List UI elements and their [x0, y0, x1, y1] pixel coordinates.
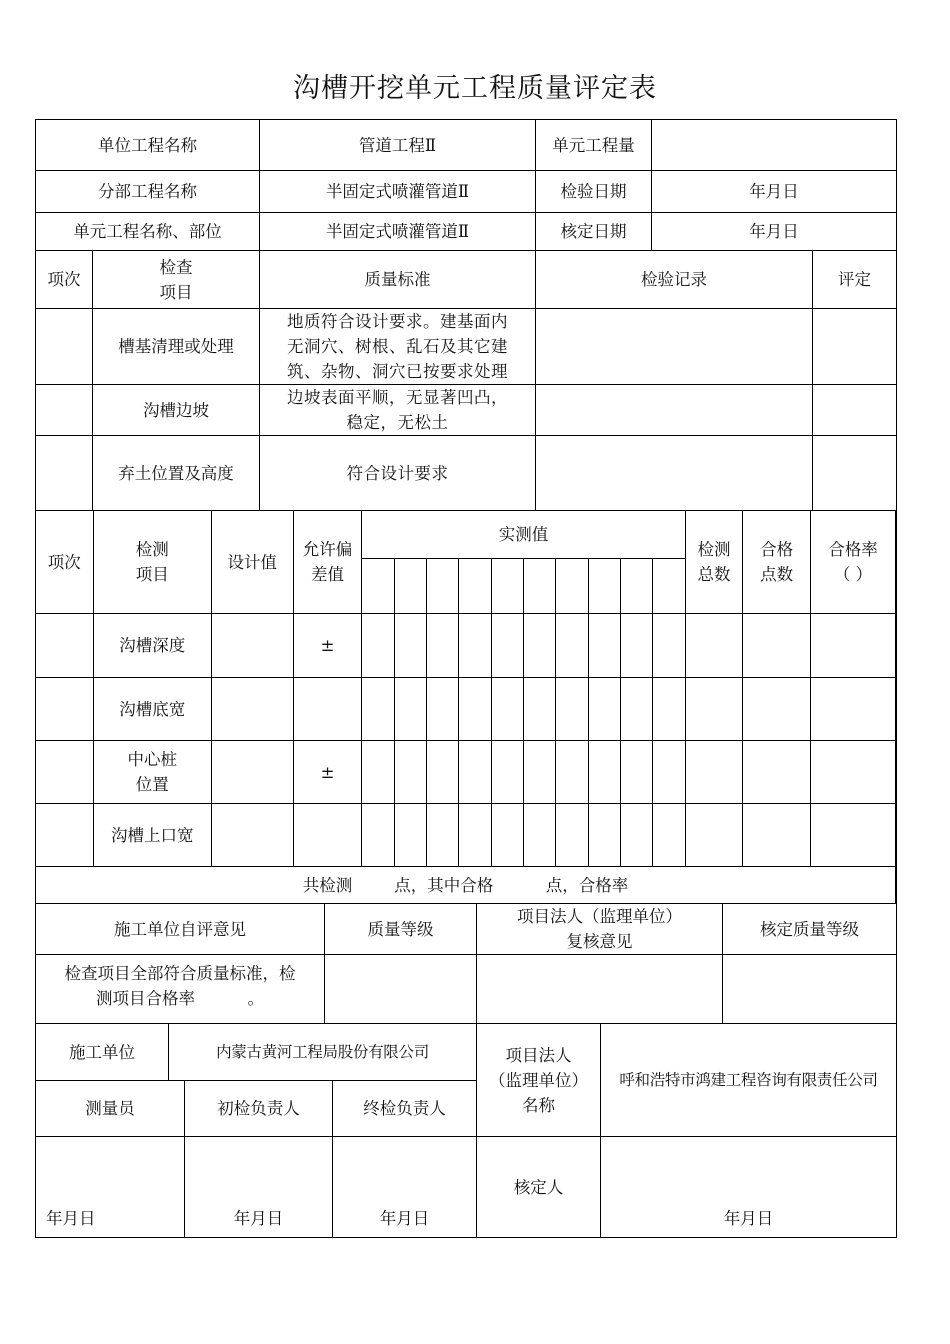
measure-col-item: 检测 项目: [93, 511, 211, 614]
check-item-standard: 地质符合设计要求。建基面内 无洞穴、树根、乱石及其它建 筑、杂物、洞穴已按要求处理: [260, 309, 536, 385]
measure-design-cell: [211, 614, 293, 678]
measured-subcell: [620, 559, 652, 614]
measure-item-name: 沟槽上口宽: [93, 804, 211, 867]
measure-items-table: [35, 510, 896, 904]
measured-subcell: [524, 559, 556, 614]
measure-col-rate: 合格率 （ ）: [810, 511, 895, 614]
check-item-no-cell: [36, 436, 93, 511]
measured-subcell: [491, 559, 523, 614]
element-name-label: 单元工程名称、部位: [36, 213, 260, 251]
check-item-record: [536, 309, 813, 385]
measured-subcell: [394, 559, 426, 614]
initial-check-date: 年月日: [185, 1137, 333, 1238]
check-item-standard: 边坡表面平顺，无显著凹凸， 稳定，无松土: [260, 385, 536, 436]
final-check-date: 年月日: [333, 1137, 477, 1238]
measure-item-no-cell: [36, 678, 94, 741]
unit-project-name-label: 单位工程名称: [36, 120, 260, 171]
surveyor-label: 测量员: [36, 1081, 185, 1137]
owner-value: 呼和浩特市鸿建工程咨询有限责任公司: [601, 1024, 897, 1137]
check-item-rating: [813, 385, 897, 436]
verified-grade-label: 核定质量等级: [723, 904, 897, 955]
measured-subcell: [556, 559, 588, 614]
self-eval-text: 检查项目全部符合质量标准，检 测项目合格率 。: [36, 955, 325, 1024]
table-row: [36, 614, 896, 678]
self-eval-label: 施工单位自评意见: [36, 904, 325, 955]
measure-tolerance-cell: [293, 804, 362, 867]
check-item-name: 槽基清理或处理: [93, 309, 260, 385]
check-col-record: 检验记录: [536, 251, 813, 309]
header-info-table: [35, 119, 897, 251]
owner-label: 项目法人 （监理单位） 名称: [477, 1024, 601, 1137]
quality-grade-label: 质量等级: [325, 904, 477, 955]
check-col-item-no: 项次: [36, 251, 93, 309]
check-item-name: 弃土位置及高度: [93, 436, 260, 511]
table-row: [36, 385, 897, 436]
check-item-rating: [813, 436, 897, 511]
final-check-label: 终检负责人: [333, 1081, 477, 1137]
check-item-no-cell: [36, 385, 93, 436]
verify-date-label: 核定日期: [536, 213, 652, 251]
verify-date-value: 年月日: [652, 213, 897, 251]
measure-col-tolerance: 允许偏 差值: [293, 511, 362, 614]
measure-tolerance-cell: ±: [293, 614, 362, 678]
measure-tolerance-cell: [293, 678, 362, 741]
measured-subcell: [459, 559, 491, 614]
verified-grade-value: [723, 955, 897, 1024]
measure-summary: 共检测 点，其中合格 点，合格率: [36, 867, 896, 904]
measure-item-no-cell: [36, 804, 94, 867]
measured-subcell: [427, 559, 459, 614]
measure-tolerance-cell: ±: [293, 741, 362, 804]
inspection-date-value: 年月日: [652, 171, 897, 213]
measure-design-cell: [211, 741, 293, 804]
contractor-value: 内蒙古黄河工程局股份有限公司: [169, 1024, 477, 1081]
table-row: [36, 741, 896, 804]
measured-subcell: [362, 559, 394, 614]
initial-check-label: 初检负责人: [185, 1081, 333, 1137]
division-name-label: 分部工程名称: [36, 171, 260, 213]
evaluation-table: [35, 903, 897, 1024]
measure-item-no-cell: [36, 614, 94, 678]
verifier-label: 核定人: [477, 1137, 601, 1238]
measure-item-no-cell: [36, 741, 94, 804]
quality-grade-value: [325, 955, 477, 1024]
review-opinion-value: [477, 955, 723, 1024]
measure-design-cell: [211, 804, 293, 867]
element-quantity-value: [652, 120, 897, 171]
table-row: [36, 309, 897, 385]
division-name-value: 半固定式喷灌管道Ⅱ: [260, 171, 536, 213]
check-item-no-cell: [36, 309, 93, 385]
review-opinion-label: 项目法人（监理单位） 复核意见: [477, 904, 723, 955]
check-item-record: [536, 436, 813, 511]
measure-item-name: 沟槽深度: [93, 614, 211, 678]
measure-item-name: 中心桩 位置: [93, 741, 211, 804]
table-row: [36, 678, 896, 741]
element-quantity-label: 单元工程量: [536, 120, 652, 171]
table-row: [36, 804, 896, 867]
measured-subcell: [653, 559, 685, 614]
measure-col-item-no: 项次: [36, 511, 94, 614]
verifier-date: 年月日: [601, 1137, 897, 1238]
measure-item-name: 沟槽底宽: [93, 678, 211, 741]
check-col-rating: 评定: [813, 251, 897, 309]
measure-design-cell: [211, 678, 293, 741]
check-col-standard: 质量标准: [260, 251, 536, 309]
check-item-standard: 符合设计要求: [260, 436, 536, 511]
measure-col-total: 检测 总数: [685, 511, 743, 614]
page-title: 沟槽开挖单元工程质量评定表: [293, 73, 657, 104]
measure-col-measured: 实测值: [362, 511, 685, 559]
check-item-record: [536, 385, 813, 436]
measure-col-design: 设计值: [211, 511, 293, 614]
check-col-item: 检查 项目: [93, 251, 260, 309]
check-item-name: 沟槽边坡: [93, 385, 260, 436]
contractor-label: 施工单位: [36, 1024, 169, 1081]
element-name-value: 半固定式喷灌管道Ⅱ: [260, 213, 536, 251]
check-item-rating: [813, 309, 897, 385]
inspection-date-label: 检验日期: [536, 171, 652, 213]
unit-project-name-value: 管道工程Ⅱ: [260, 120, 536, 171]
surveyor-date: 年月日: [36, 1137, 185, 1238]
measure-col-pass: 合格 点数: [743, 511, 811, 614]
table-row: [36, 436, 897, 511]
check-items-table: [35, 250, 897, 511]
signatures-table: [35, 1023, 897, 1238]
measured-subcell: [588, 559, 620, 614]
